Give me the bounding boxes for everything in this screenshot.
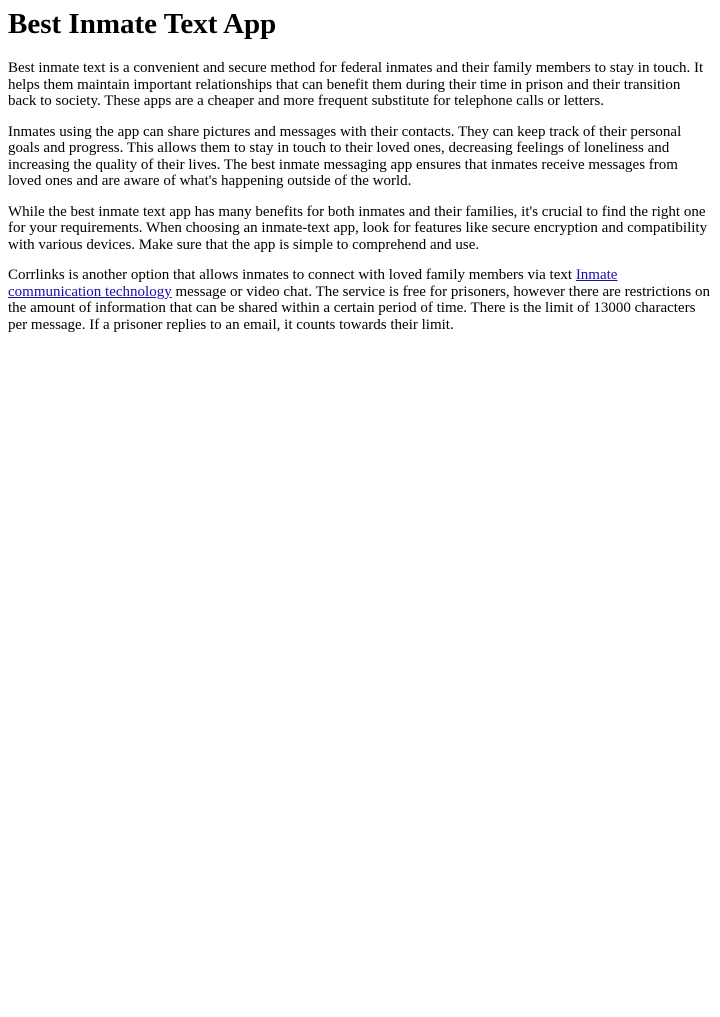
paragraph-features: Inmates using the app can share pictures and messages with their contacts. They can keep track of their personal goals and progress. This allows them to stay in touch to their loved ones, decreasing feelings of loneliness and increasing the quality of their lives. The best inmate messaging app ensures that inmates receive messages from loved ones and are aware of what's happening outside of the world. bbox=[8, 123, 682, 189]
paragraph-corrlinks-text-after: message or video chat. The service is free for prisoners, however there are restrictions on the amount of information that can be shared within a certain period of time. There is the limit of 13000 characters per message. If a prisoner replies to an email, it counts towards their limit. bbox=[8, 283, 710, 333]
paragraph-intro: Best inmate text is a convenient and secure method for federal inmates and their family members to stay in touch. It helps them maintain important relationships that can benefit them during their time in prison and their transition back to society. These apps are a cheaper and more frequent substitute for telephone calls or letters. bbox=[8, 60, 704, 109]
page-title: Best Inmate Text App bbox=[8, 8, 277, 40]
paragraph-corrlinks-text-before: Corrlinks is another option that allows inmates to connect with loved family members via text bbox=[8, 267, 576, 283]
inmate-communication-technology-link[interactable]: Inmate communication technology bbox=[8, 267, 618, 300]
paragraph-corrlinks bbox=[8, 267, 712, 333]
paragraph-choosing: While the best inmate text app has many benefits for both inmates and their families, it's crucial to find the right one for your requirements. When choosing an inmate-text app, look for features like secure encryption and compatibility with various devices. Make sure that the app is simple to comprehend and use. bbox=[8, 203, 708, 253]
